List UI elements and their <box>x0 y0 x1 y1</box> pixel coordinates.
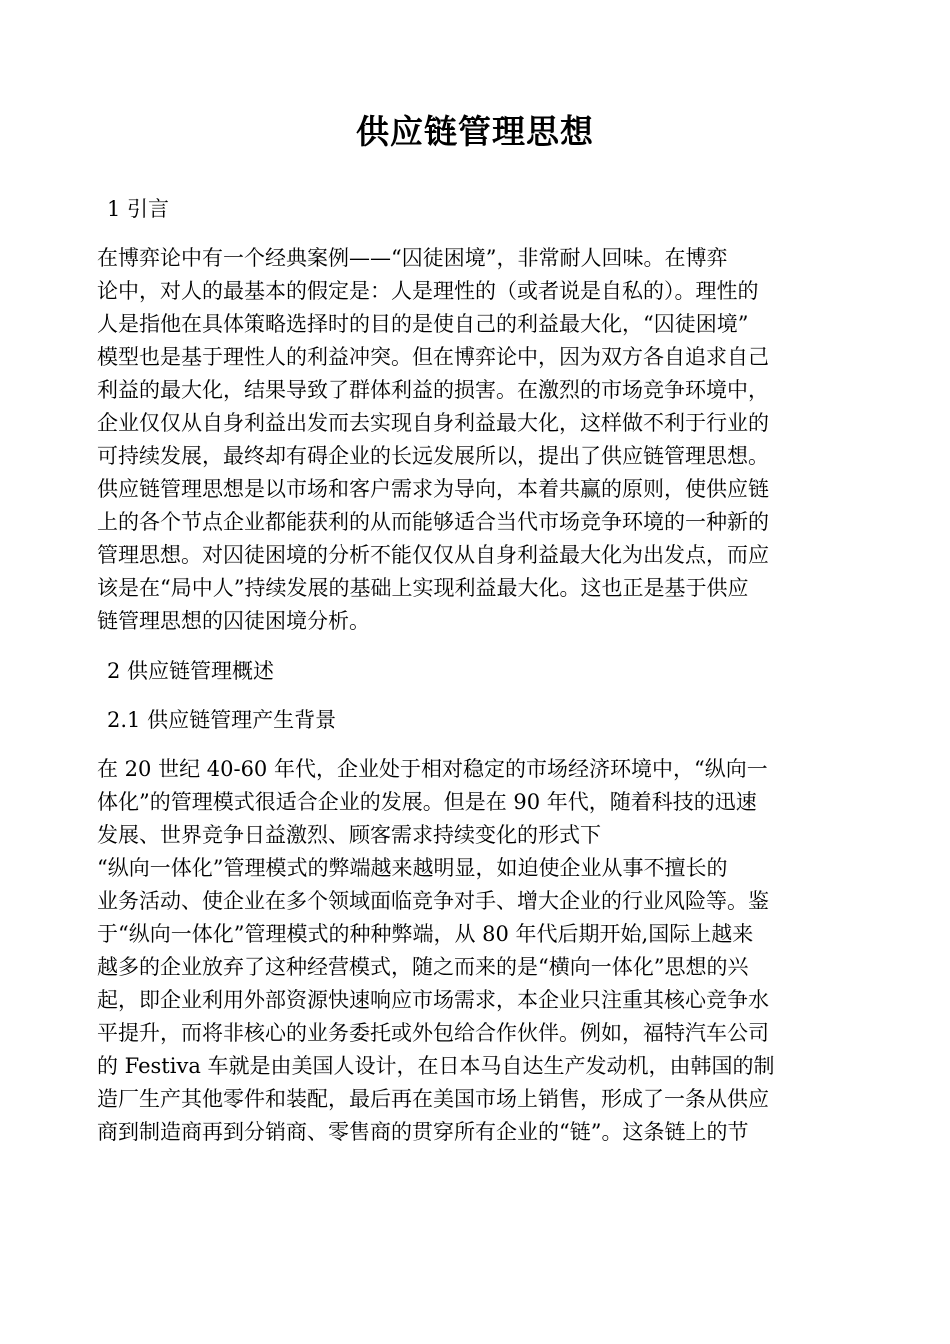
paragraph-line: 在 20 世纪 40-60 年代，企业处于相对稳定的市场经济环境中，“纵向一 <box>97 757 768 781</box>
paragraph-line: 在博弈论中有一个经典案例——“囚徒困境”，非常耐人回味。在博弈 <box>97 246 728 270</box>
paragraph-line: 越多的企业放弃了这种经营模式，随之而来的是“横向一体化”思想的兴 <box>97 955 749 979</box>
paragraph-line: 发展、世界竞争日益激烈、顾客需求持续变化的形式下 <box>97 823 601 847</box>
paragraph-line: 论中，对人的最基本的假定是：人是理性的（或者说是自私的）。理性的 <box>97 279 759 303</box>
paragraph-line: 企业仅仅从自身利益出发而去实现自身利益最大化，这样做不利于行业的 <box>97 411 769 435</box>
paragraph-line: “纵向一体化”管理模式的弊端越来越明显，如迫使企业从事不擅长的 <box>97 856 728 880</box>
paragraph-line: 起，即企业利用外部资源快速响应市场需求，本企业只注重其核心竞争水 <box>97 988 769 1012</box>
paragraph-line: 于“纵向一体化”管理模式的种种弊端，从 80 年代后期开始,国际上越来 <box>97 922 754 946</box>
paragraph-background <box>97 753 857 1149</box>
paragraph-line: 造厂生产其他零件和装配，最后再在美国市场上销售，形成了一条从供应 <box>97 1087 769 1111</box>
paragraph-line: 该是在“局中人”持续发展的基础上实现利益最大化。这也正是基于供应 <box>97 576 749 600</box>
paragraph-line: 可持续发展，最终却有碍企业的长远发展所以，提出了供应链管理思想。 <box>97 444 769 468</box>
section-heading-background: 2.1 供应链管理产生背景 <box>107 708 337 732</box>
paragraph-introduction <box>97 242 857 638</box>
paragraph-line: 供应链管理思想是以市场和客户需求为导向，本着共赢的原则，使供应链 <box>97 477 769 501</box>
section-heading-introduction: 1 引言 <box>107 197 170 221</box>
section-heading-overview: 2 供应链管理概述 <box>107 659 275 683</box>
paragraph-line: 上的各个节点企业都能获利的从而能够适合当代市场竞争环境的一种新的 <box>97 510 769 534</box>
paragraph-line: 商到制造商再到分销商、零售商的贯穿所有企业的“链”。这条链上的节 <box>97 1120 749 1144</box>
paragraph-line: 业务活动、使企业在多个领域面临竞争对手、增大企业的行业风险等。鉴 <box>97 889 769 913</box>
paragraph-line: 模型也是基于理性人的利益冲突。但在博弈论中，因为双方各自追求自己 <box>97 345 769 369</box>
paragraph-line: 管理思想。对囚徒困境的分析不能仅仅从自身利益最大化为出发点，而应 <box>97 543 769 567</box>
paragraph-line: 利益的最大化，结果导致了群体利益的损害。在激烈的市场竞争环境中， <box>97 378 769 402</box>
paragraph-line: 体化”的管理模式很适合企业的发展。但是在 90 年代，随着科技的迅速 <box>97 790 757 814</box>
document-title: 供应链管理思想 <box>356 112 594 151</box>
document-body <box>97 193 857 1149</box>
paragraph-line: 平提升，而将非核心的业务委托或外包给合作伙伴。例如，福特汽车公司 <box>97 1021 769 1045</box>
paragraph-line: 人是指他在具体策略选择时的目的是使自己的利益最大化，“囚徒困境” <box>97 312 749 336</box>
paragraph-line: 链管理思想的囚徒困境分析。 <box>97 609 370 633</box>
paragraph-line: 的 Festiva 车就是由美国人设计，在日本马自达生产发动机，由韩国的制 <box>97 1054 775 1078</box>
